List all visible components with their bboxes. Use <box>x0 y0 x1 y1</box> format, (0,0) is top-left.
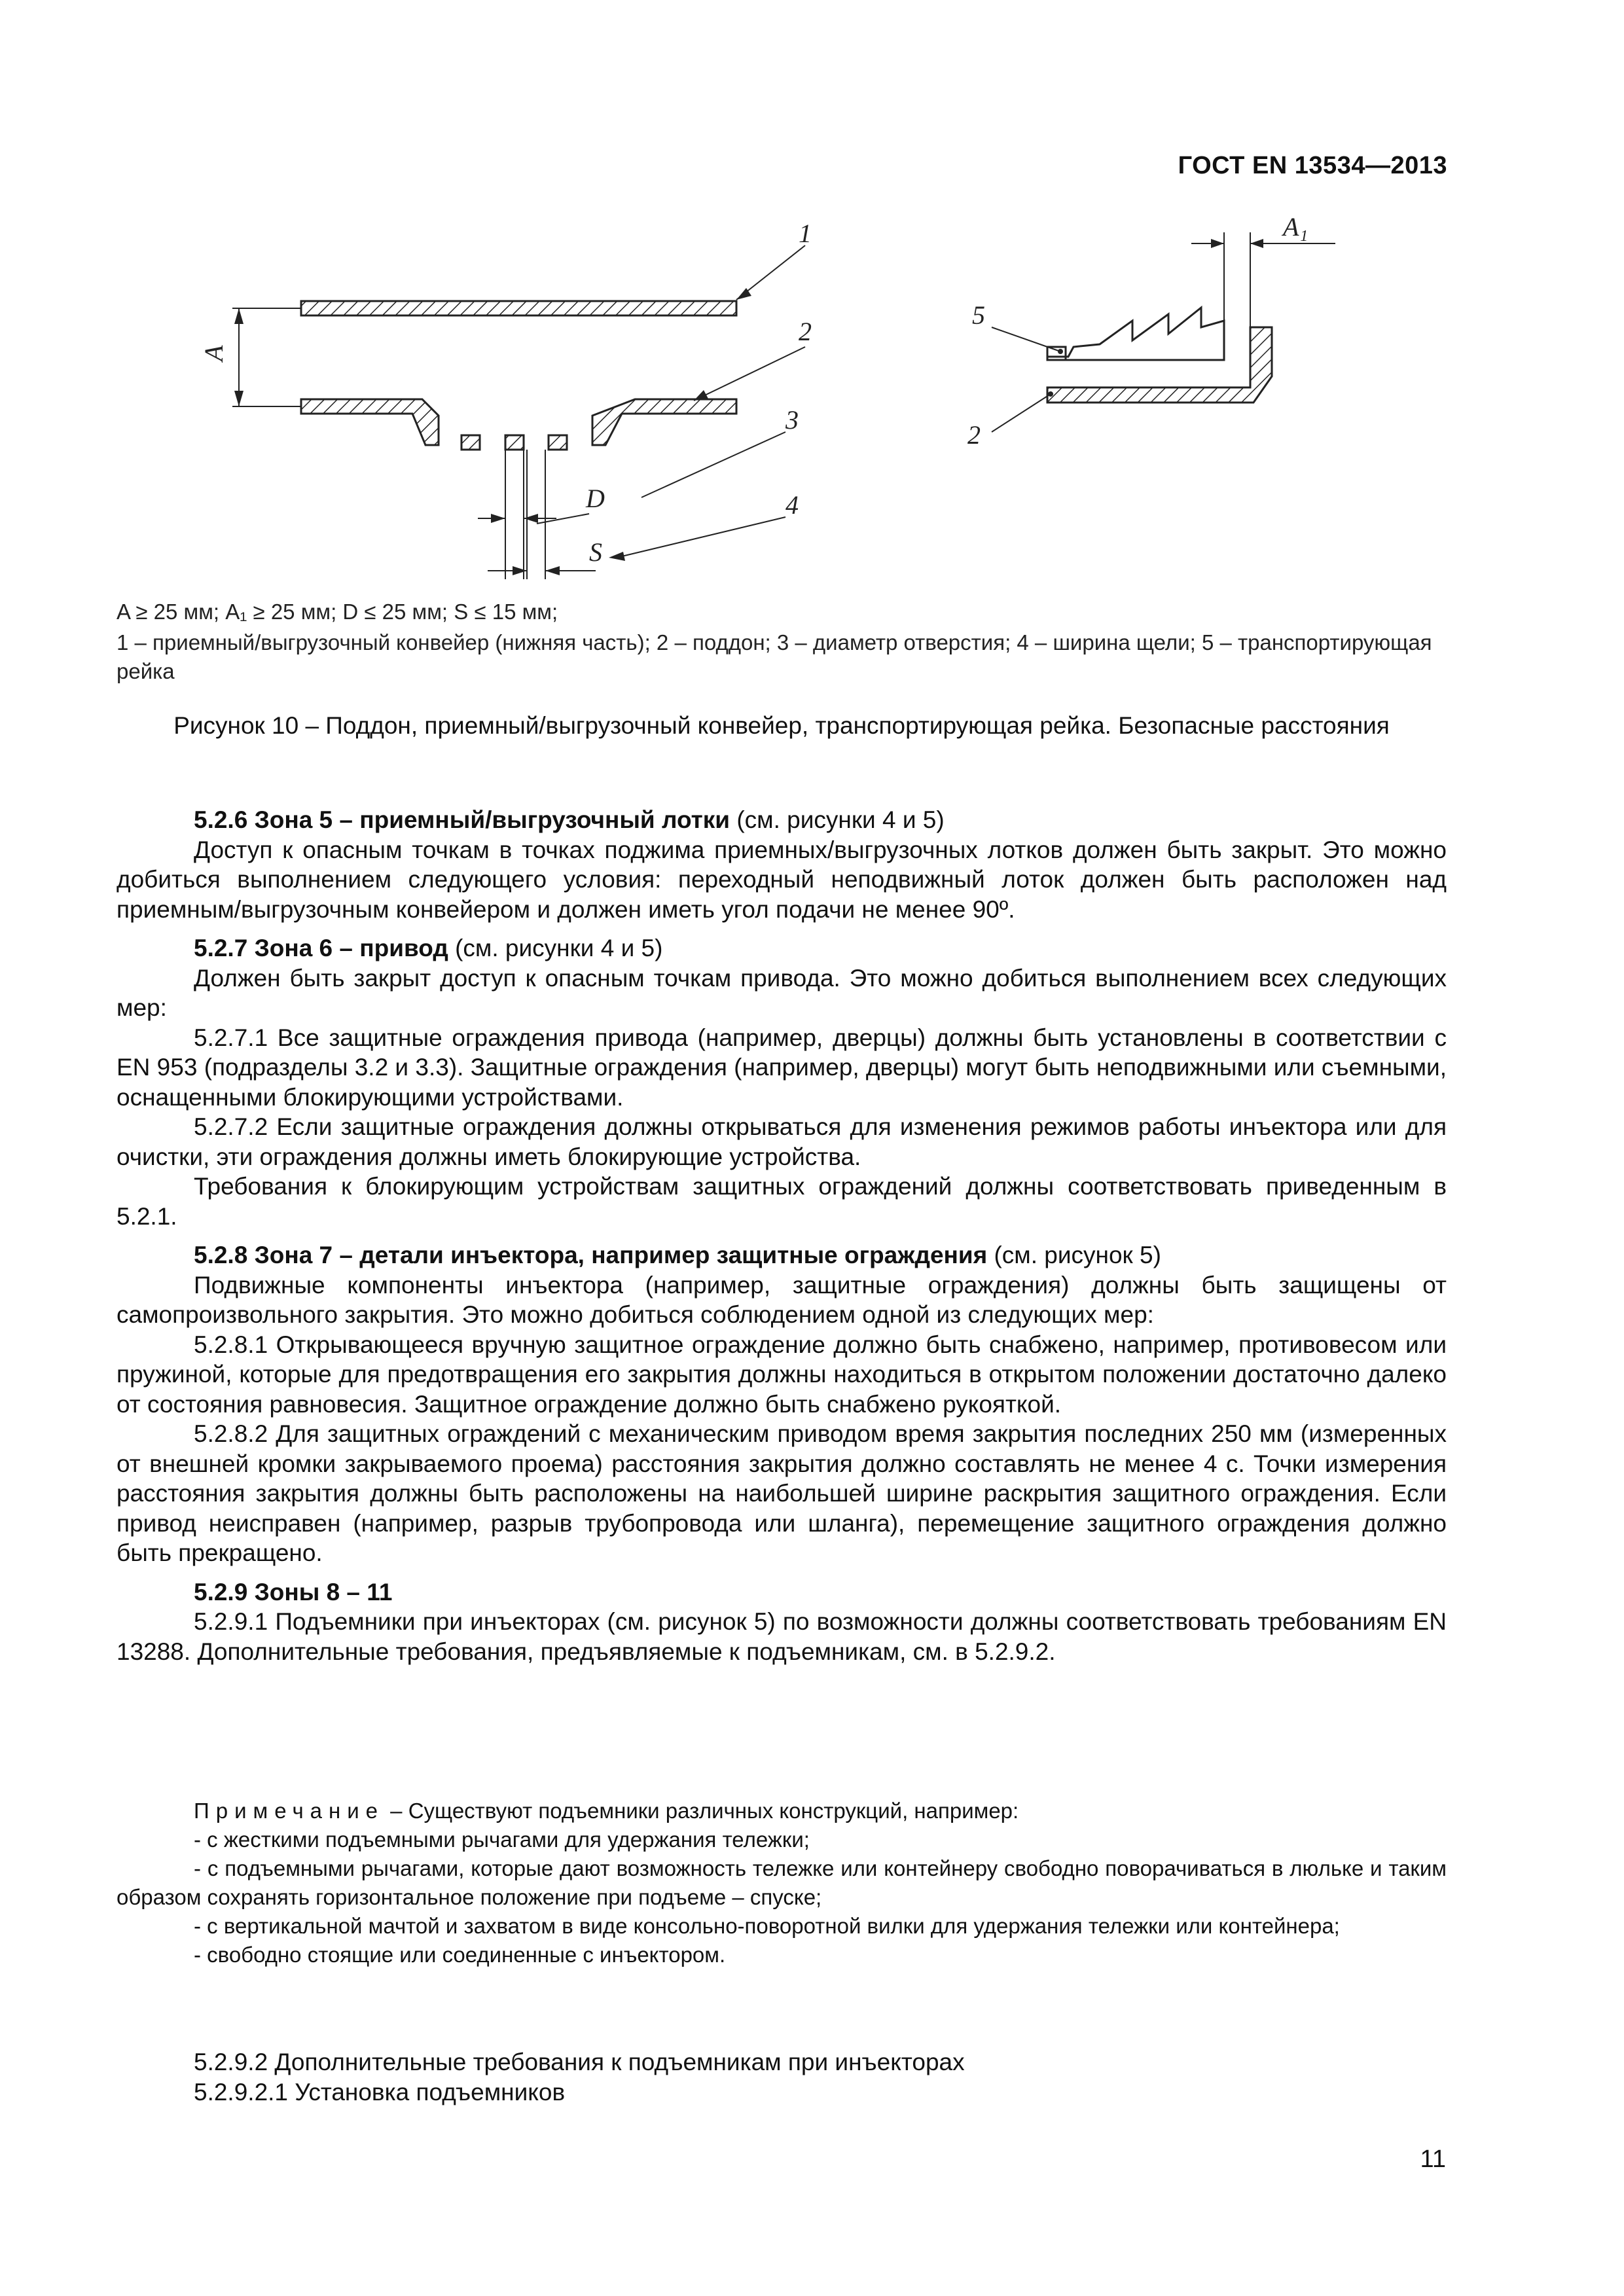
paragraph: 5.2.9.2 Дополнительные требования к подъемникам при инъекторах <box>194 2049 965 2075</box>
paragraph: 5.2.9.2.1 Установка подъемников <box>194 2079 566 2106</box>
label-S: S <box>589 537 602 567</box>
label-2: 2 <box>799 317 812 346</box>
figure-legend-dimensions: A ≥ 25 мм; A₁ ≥ 25 мм; D ≤ 25 мм; S ≤ 15 мм; <box>117 600 558 624</box>
label-1: 1 <box>799 219 812 248</box>
note-block: Примечание – Существуют подъемники различных конструкций, например: - с жесткими подъемными рычагами для удержания тележки; - с подъемными рычагами, которые дают возможность тележке или контейнеру свободно поворачиваться в люльке и таким образом сохранять горизонтальное положение при подъеме – спуске; - с вертикальной мачтой и захватом в виде консольно-поворотной вилки для удержания тележки или контейнера; - свободно стоящие или соединенные с инъектором. <box>117 1797 1447 1969</box>
paragraph: Доступ к опасным точкам в точках поджима приемных/выгрузочных лотков должен быть закрыт. Это можно добиться выполнением следующего условия: переходный неподвижный лоток должен быть расположен над приемным/выгрузочным конвейером и должен иметь угол подачи не менее 90º. <box>117 836 1447 923</box>
label-3: 3 <box>785 405 799 435</box>
note-label: Примечание <box>194 1799 385 1823</box>
label-4: 4 <box>785 490 799 520</box>
paragraph: Подвижные компоненты инъектора (например, защитные ограждения) должны быть защищены от самопроизвольного закрытия. Это можно добиться соблюдением одной из следующих мер: <box>117 1271 1447 1328</box>
label-A: A <box>199 345 228 361</box>
paragraph: 5.2.8.2 Для защитных ограждений с механическим приводом время закрытия последних 250 мм (измеренных от внешней кромки закрываемого проема) расстояния закрытия должно составлять не менее 4 с. Точки измерения расстояния закрытия должны быть расположены на наибольшей ширине раскрытия защитного ограждения. Если привод неисправен (например, разрыв трубопровода или шланга), перемещение защитного ограждения должно быть прекращено. <box>117 1420 1447 1566</box>
note-item: - с вертикальной мачтой и захватом в виде консольно-поворотной вилки для удержания тележки или контейнера; <box>194 1914 1340 1938</box>
document-header: ГОСТ EN 13534—2013 <box>1178 152 1447 179</box>
paragraph: Требования к блокирующим устройствам защитных ограждений должны соответствовать приведенным в 5.2.1. <box>117 1173 1447 1230</box>
figure-drawing <box>170 216 1440 596</box>
figure-10 <box>170 216 1440 596</box>
paragraph: Должен быть закрыт доступ к опасным точкам привода. Это можно добиться выполнением всех следующих мер: <box>117 964 1447 1021</box>
right-tray <box>1047 327 1272 403</box>
tray-hole <box>461 435 480 450</box>
transport-rail <box>1047 308 1224 360</box>
paragraph: 5.2.7.1 Все защитные ограждения привода (например, дверцы) должны быть установлены в соответствии с EN 953 (подразделы 3.2 и 3.3). Защитные ограждения (например, дверцы) могут быть неподвижными или съемными, оснащенными блокирующими устройствами. <box>117 1024 1447 1111</box>
tray-hole <box>549 435 567 450</box>
section-heading-5-2-7: 5.2.7 Зона 6 – привод <box>194 935 448 961</box>
section-heading-5-2-9: 5.2.9 Зоны 8 – 11 <box>194 1578 393 1605</box>
note-item: - свободно стоящие или соединенные с инъектором. <box>194 1943 726 1967</box>
label-A1: A₁ <box>1283 216 1308 242</box>
note-item: - с жесткими подъемными рычагами для удержания тележки; <box>194 1827 810 1852</box>
label-2-right: 2 <box>967 420 981 450</box>
paragraph: 5.2.7.2 Если защитные ограждения должны открываться для изменения режимов работы инъектора или для очистки, эти ограждения должны иметь блокирующие устройства. <box>117 1113 1447 1170</box>
main-text: 5.2.6 Зона 5 – приемный/выгрузочный лотки (см. рисунки 4 и 5) Доступ к опасным точкам в точках поджима приемных/выгрузочных лотков должен быть закрыт. Это можно добиться выполнением следующего условия: переходный неподвижный лоток должен быть расположен над приемным/выгрузочным конвейером и должен иметь угол подачи не менее 90º. 5.2.7 Зона 6 – привод (см. рисунки 4 и 5) Должен быть закрыт доступ к опасным точкам привода. Это можно добиться выполнением всех следующих мер: 5.2.7.1 Все защитные ограждения привода (например, дверцы) должны быть установлены в соответствии с EN 953 (подразделы 3.2 и 3.3). Защитные ограждения (например, дверцы) могут быть неподвижными или съемными, оснащенными блокирующими устройствами. 5.2.7.2 Если защитные ограждения должны открываться для изменения режимов работы инъектора или для очистки, эти ограждения должны иметь блокирующие устройства. Требования к блокирующим устройствам защитных ограждений должны соответствовать приведенным в 5.2.1. 5.2.8 Зона 7 – детали инъектора, например защитные ограждения (см. рисунок 5) Подвижные компоненты инъектора (например, защитные ограждения) должны быть защищены от самопроизвольного закрытия. Это можно добиться соблюдением одной из следующих мер: 5.2.8.1 Открывающееся вручную защитное ограждение должно быть снабжено, например, противовесом или пружиной, которые для предотвращения его закрытия должны находиться в открытом положении достаточно далеко от состояния равновесия. Защитное ограждение должно быть снабжено рукояткой. 5.2.8.2 Для защитных ограждений с механическим приводом время закрытия последних 250 мм (измеренных от внешней кромки закрываемого проема) расстояния закрытия должно составлять не менее 4 с. Точки измерения расстояния закрытия должны быть расположены на наибольшей ширине раскрытия защитного ограждения. Если привод неисправен (например, разрыв трубопровода или шланга), перемещение защитного ограждения должно быть прекращено. 5.2.9 Зоны 8 – 11 5.2.9.1 Подъемники при инъекторах (см. рисунок 5) по возможности должны соответствовать требованиям EN 13288. Дополнительные требования, предъявляемые к подъемникам, см. в 5.2.9.2. <box>117 805 1447 1666</box>
note-item: - с подъемными рычагами, которые дают возможность тележке или контейнеру свободно поворачиваться в люльке и таким образом сохранять горизонтальное положение при подъеме – спуске; <box>117 1856 1447 1909</box>
label-5: 5 <box>972 300 985 330</box>
tray-left <box>301 399 439 445</box>
figure-legend-items: 1 – приемный/выгрузочный конвейер (нижняя часть); 2 – поддон; 3 – диаметр отверстия; 4 – ширина щели; 5 – транспортирующая рейка <box>117 630 1432 683</box>
label-D: D <box>586 484 605 513</box>
paragraph: 5.2.8.1 Открывающееся вручную защитное ограждение должно быть снабжено, например, противовесом или пружиной, которые для предотвращения его закрытия должны находиться в открытом положении достаточно далеко от состояния равновесия. Защитное ограждение должно быть снабжено рукояткой. <box>117 1331 1447 1418</box>
section-heading-5-2-6: 5.2.6 Зона 5 – приемный/выгрузочный лотки <box>194 806 731 833</box>
tray-right <box>592 399 736 445</box>
section-heading-5-2-8: 5.2.8 Зона 7 – детали инъектора, например защитные ограждения <box>194 1242 988 1268</box>
paragraph: 5.2.9.1 Подъемники при инъекторах (см. рисунок 5) по возможности должны соответствовать требованиям EN 13288. Дополнительные требования, предъявляемые к подъемникам, см. в 5.2.9.2. <box>117 1608 1447 1665</box>
figure-caption: Рисунок 10 – Поддон, приемный/выгрузочный конвейер, транспортирующая рейка. Безопасные расстояния <box>173 712 1390 739</box>
tray-hole <box>505 435 524 450</box>
page-number: 11 <box>1420 2145 1446 2173</box>
tail-text <box>117 2047 1447 2108</box>
conveyor-plate <box>301 301 736 315</box>
